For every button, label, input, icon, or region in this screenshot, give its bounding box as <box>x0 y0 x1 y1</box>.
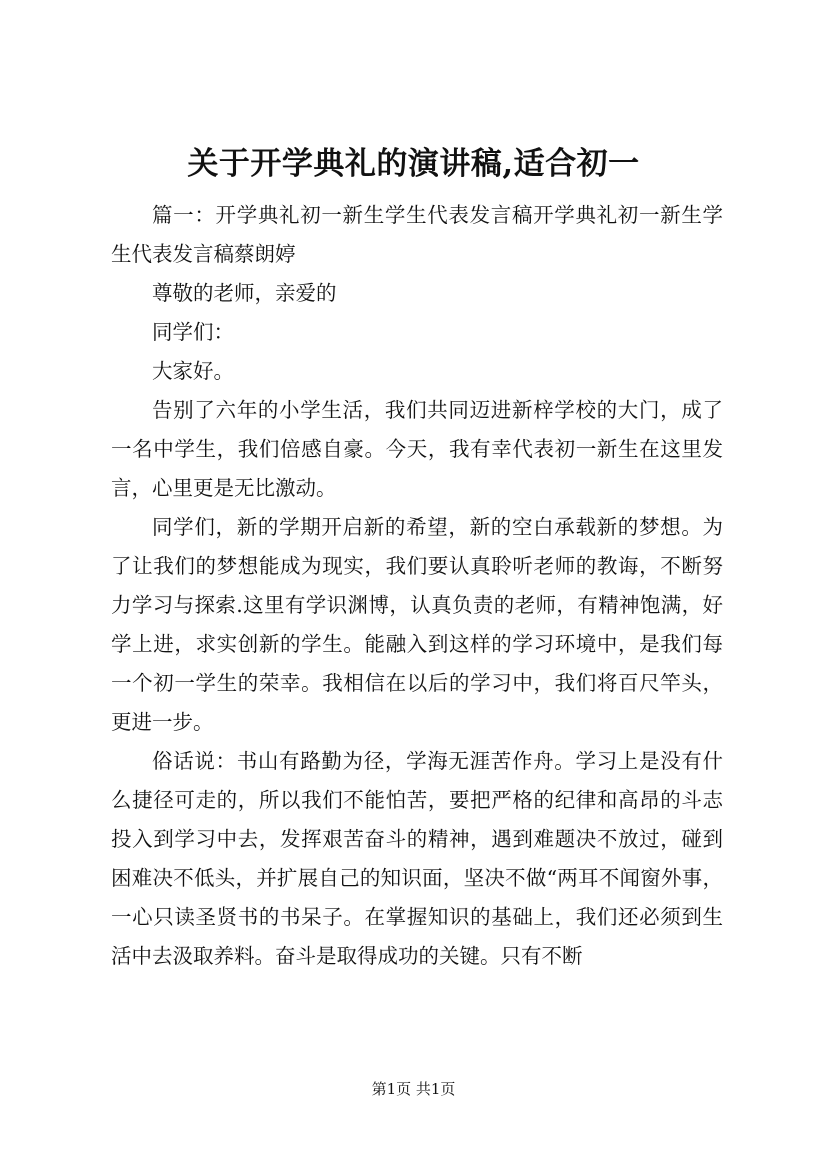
document-body <box>111 196 723 976</box>
paragraph-proverb: 俗话说：书山有路勤为径，学海无涯苦作舟。学习上是没有什么捷径可走的，所以我们不能怕苦，要把严格的纪律和高昂的斗志投入到学习中去，发挥艰苦奋斗的精神，遇到难题决不放过，碰到困难决不低头，并扩展自己的知识面，坚决不做“两耳不闻窗外事，一心只读圣贤书的书呆子。在掌握知识的基础上，我们还必须到生活中去汲取养料。奋斗是取得成功的关键。只有不断 <box>111 749 723 968</box>
paragraph-heading: 篇一：开学典礼初一新生学生代表发言稿开学典礼初一新生学生代表发言稿蔡朗婷 <box>111 203 723 266</box>
document-title: 关于开学典礼的演讲稿,适合初一 <box>187 146 640 182</box>
page-footer: 第1页 共1页 <box>371 1080 456 1098</box>
paragraph-greeting: 尊敬的老师，亲爱的 <box>152 281 337 305</box>
paragraph-audience: 同学们： <box>152 320 234 344</box>
paragraph-intro: 告别了六年的小学生活，我们共同迈进新梓学校的大门，成了一名中学生，我们倍感自豪。今天，我有幸代表初一新生在这里发言，心里更是无比激动。 <box>111 398 723 500</box>
paragraph-hello: 大家好。 <box>152 359 234 383</box>
paragraph-hope: 同学们，新的学期开启新的希望，新的空白承载新的梦想。为了让我们的梦想能成为现实，我们要认真聆听老师的教诲，不断努力学习与探索.这里有学识渊博，认真负责的老师，有精神饱满，好学上进，求实创新的学生。能融入到这样的学习环境中，是我们每一个初一学生的荣幸。我相信在以后的学习中，我们将百尺竿头，更进一步。 <box>111 515 723 734</box>
